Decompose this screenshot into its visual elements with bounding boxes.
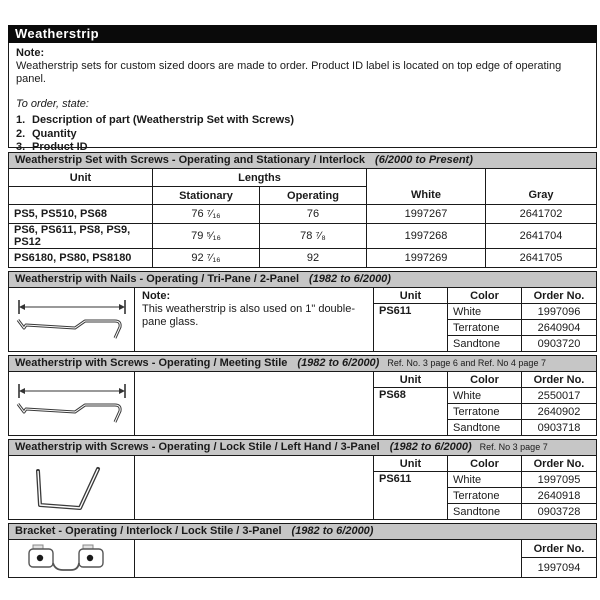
empty-cell <box>135 456 374 520</box>
color-cell: Sandtone <box>448 336 522 352</box>
section-title: Weatherstrip with Screws - Operating / Lock Stile / Left Hand / 3-Panel <box>15 441 380 453</box>
order-no-cell: 2640918 <box>522 488 597 504</box>
white-order-no: 1997268 <box>367 224 486 249</box>
empty-cell <box>135 372 374 436</box>
step-text: Quantity <box>32 127 77 140</box>
order-no-cell: 1997095 <box>522 472 597 488</box>
note-label: Note: <box>16 47 45 59</box>
weatherstrip-profile-drawing <box>9 288 135 352</box>
order-no-cell: 2550017 <box>522 388 597 404</box>
section-weatherstrip-nails <box>8 271 597 352</box>
step-text: Description of part (Weatherstrip Set with Screws) <box>32 114 295 126</box>
section-header-bar <box>8 355 597 371</box>
order-no-cell: 0903728 <box>522 504 597 520</box>
stationary-length: 76 ⁷⁄₁₆ <box>153 205 260 224</box>
col-header-order: Order No. <box>522 288 597 304</box>
table-row <box>9 224 597 249</box>
col-header-gray: Gray <box>486 169 597 205</box>
unit-cell: PS611 <box>374 304 448 352</box>
stationary-length: 79 ⁵⁄₁₆ <box>153 224 260 249</box>
section-date-range: (1982 to 6/2000) <box>297 357 380 369</box>
page-title: Weatherstrip <box>8 25 597 43</box>
order-no-cell: 0903718 <box>522 420 597 436</box>
col-header-color: Color <box>448 372 522 388</box>
section-ref-note: Ref. No. 3 page 6 and Ref. No 4 page 7 <box>387 358 546 368</box>
section-weatherstrip-meeting-stile <box>8 355 597 436</box>
weatherstrip-nails-table <box>8 287 597 352</box>
col-header-empty <box>9 187 153 205</box>
color-cell: White <box>448 304 522 320</box>
order-no-cell: 2640904 <box>522 320 597 336</box>
unit-cell: PS611 <box>374 472 448 520</box>
empty-cell <box>135 540 522 578</box>
col-header-color: Color <box>448 456 522 472</box>
u-channel-drawing <box>9 456 135 520</box>
page-content <box>8 25 597 578</box>
section-date-range: (1982 to 6/2000) <box>309 273 391 285</box>
order-steps <box>16 114 589 155</box>
weatherstrip-meeting-stile-table <box>8 371 597 436</box>
section-weatherstrip-set <box>8 152 597 268</box>
note-label: Note: <box>142 290 171 302</box>
col-header-order: Order No. <box>522 456 597 472</box>
weatherstrip-set-table <box>8 168 597 268</box>
step-number: 2. <box>16 127 26 140</box>
gray-order-no: 2641702 <box>486 205 597 224</box>
order-no-cell: 0903720 <box>522 336 597 352</box>
section-header-bar <box>8 271 597 287</box>
order-no-cell: 1997094 <box>522 558 597 578</box>
color-cell: Terratone <box>448 320 522 336</box>
order-step <box>16 114 589 128</box>
section-date-range: (1982 to 6/2000) <box>389 441 472 453</box>
unit-cell: PS5, PS510, PS68 <box>9 205 153 224</box>
color-cell: Sandtone <box>448 504 522 520</box>
section-bracket <box>8 523 597 578</box>
order-intro: To order, state: <box>16 98 89 110</box>
col-header-unit: Unit <box>374 288 448 304</box>
col-header-operating: Operating <box>260 187 367 205</box>
table-row <box>9 249 597 268</box>
order-no-cell: 2640902 <box>522 404 597 420</box>
section-ref-note: Ref. No 3 page 7 <box>479 442 548 452</box>
color-cell: Sandtone <box>448 420 522 436</box>
order-no-cell: 1997096 <box>522 304 597 320</box>
col-header-color: Color <box>448 288 522 304</box>
section-title: Bracket - Operating / Interlock / Lock Stile / 3-Panel <box>15 525 282 537</box>
col-header-unit: Unit <box>9 169 153 187</box>
section-date-range: (6/2000 to Present) <box>375 154 473 166</box>
col-header-white: White <box>367 169 486 205</box>
white-order-no: 1997269 <box>367 249 486 268</box>
note-text: This weatherstrip is also used on 1" double-pane glass. <box>142 303 356 328</box>
section-header-bar <box>8 439 597 455</box>
stationary-length: 92 ⁷⁄₁₆ <box>153 249 260 268</box>
unit-cell: PS6180, PS80, PS8180 <box>9 249 153 268</box>
step-number: 1. <box>16 114 26 126</box>
operating-length: 76 <box>260 205 367 224</box>
section-title: Weatherstrip with Nails - Operating / Tri-Pane / 2-Panel <box>15 273 300 285</box>
section-header-bar <box>8 523 597 539</box>
step-text: Product ID <box>32 141 88 153</box>
white-order-no: 1997267 <box>367 205 486 224</box>
col-header-order: Order No. <box>522 372 597 388</box>
unit-cell: PS6, PS611, PS8, PS9, PS12 <box>9 224 153 249</box>
col-header-lengths: Lengths <box>153 169 367 187</box>
weatherstrip-profile-drawing <box>9 372 135 436</box>
weatherstrip-lock-stile-table <box>8 455 597 520</box>
section-date-range: (1982 to 6/2000) <box>291 525 374 537</box>
section-header-bar <box>8 152 597 168</box>
color-cell: White <box>448 388 522 404</box>
section-title: Weatherstrip with Screws - Operating / Meeting Stile <box>15 357 288 369</box>
unit-cell: PS68 <box>374 388 448 436</box>
gray-order-no: 2641704 <box>486 224 597 249</box>
col-header-unit: Unit <box>374 456 448 472</box>
col-header-order: Order No. <box>522 540 597 558</box>
color-cell: Terratone <box>448 488 522 504</box>
note-text: Weatherstrip sets for custom sized doors are made to order. Product ID label is located on top edge of operating panel. <box>16 60 562 85</box>
col-header-stationary: Stationary <box>153 187 260 205</box>
bracket-table <box>8 539 597 578</box>
col-header-unit: Unit <box>374 372 448 388</box>
color-cell: Terratone <box>448 404 522 420</box>
bracket-drawing <box>9 540 135 578</box>
operating-length: 92 <box>260 249 367 268</box>
order-step <box>16 128 589 142</box>
table-row <box>9 205 597 224</box>
section-weatherstrip-lock-stile <box>8 439 597 520</box>
section-note <box>135 288 374 352</box>
note-box <box>8 43 597 153</box>
step-number: 3. <box>16 141 26 153</box>
gray-order-no: 2641705 <box>486 249 597 268</box>
color-cell: White <box>448 472 522 488</box>
operating-length: 78 ⁷⁄₈ <box>260 224 367 249</box>
section-title: Weatherstrip Set with Screws - Operating and Stationary / Interlock <box>15 154 366 166</box>
